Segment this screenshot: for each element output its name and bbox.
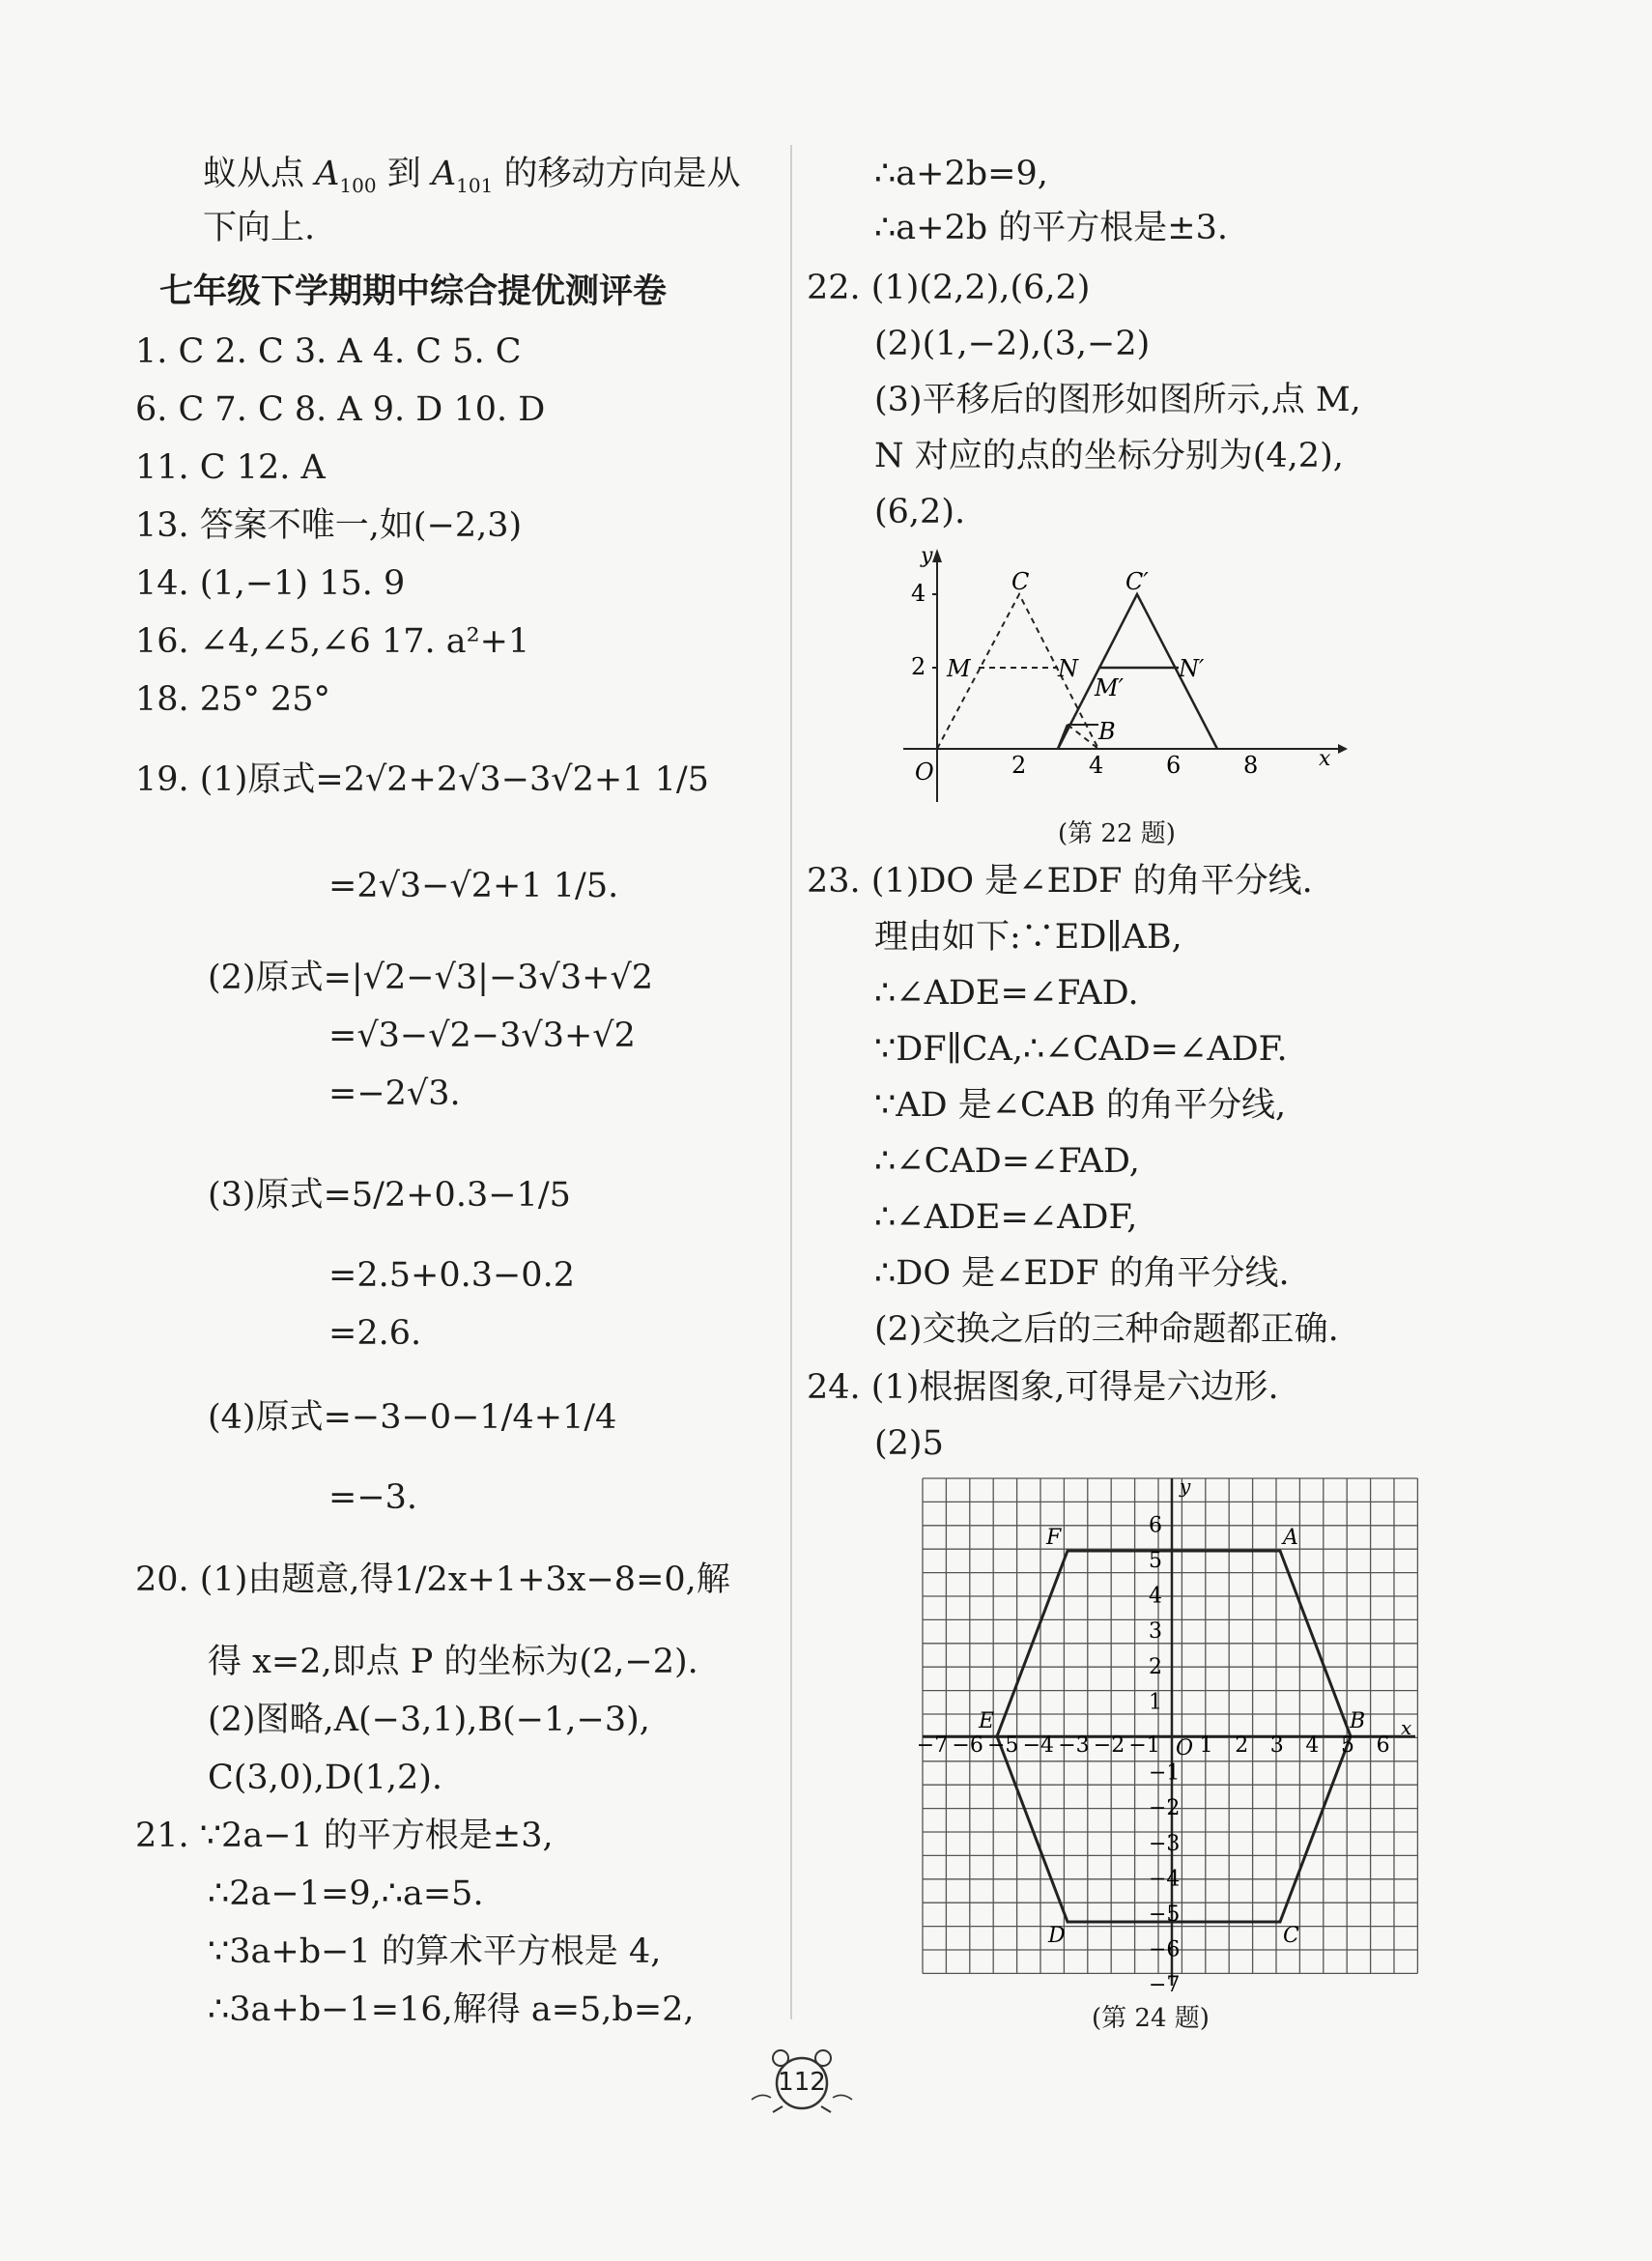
q23-line2: 理由如下:∵ED∥AB, [874,918,1182,957]
q21-line4: ∴3a+b−1=16,解得 a=5,b=2, [208,1990,695,2029]
q21-line5: ∴a+2b=9, [874,155,1048,193]
q19-part2-step: =√3−√2−3√3+√2 [328,1016,636,1055]
q23-line6: ∴∠CAD=∠FAD, [874,1142,1140,1181]
figure-22 [894,541,1348,812]
q22-part3: (3)平移后的图形如图所示,点 M, [874,381,1361,419]
y-tick-label: −6 [1149,1937,1181,1962]
y-tick-2: 2 [911,653,926,680]
origin-label: O [1176,1736,1194,1760]
left-line-continuation-2: 下向上. [203,209,316,247]
x-tick-label: 4 [1305,1733,1320,1758]
q20-part1-cont: 得 x=2,即点 P 的坐标为(2,−2). [208,1643,698,1681]
q20-part2: (2)图略,A(−3,1),B(−1,−3), [208,1701,650,1739]
x-tick-label: −2 [1093,1733,1125,1758]
x-tick-8: 8 [1243,752,1259,779]
q19-part1-result: =2√3−√2+1 1/5. [328,867,619,905]
q23-part2: (2)交换之后的三种命题都正确. [874,1310,1339,1349]
page-number-badge [744,2046,860,2114]
label-M: M [947,655,971,682]
y-tick-label: 6 [1149,1513,1162,1538]
x-tick-label: 5 [1341,1733,1354,1758]
q19-part3-step: =2.5+0.3−0.2 [328,1256,575,1295]
figure-24 [913,1474,1420,1995]
x-axis-label: x [1401,1716,1412,1739]
answer-line-3: 11. C 12. A [135,448,326,487]
y-tick-label: 1 [1149,1690,1162,1715]
answer-18: 18. 25° 25° [135,680,330,719]
answer-14-15: 14. (1,−1) 15. 9 [135,564,406,603]
y-tick-label: −5 [1149,1903,1181,1927]
q22-part2: (2)(1,−2),(3,−2) [874,325,1151,363]
label-N: N [1058,655,1078,682]
y-tick-label: 2 [1149,1654,1162,1679]
label-Cp: C′ [1125,568,1149,595]
y-tick-label: −7 [1149,1973,1181,1995]
q23-line7: ∴∠ADE=∠ADF, [874,1198,1138,1237]
q19-part2: (2)原式=|√2−√3|−3√3+√2 [208,959,654,997]
q23-line5: ∵AD 是∠CAB 的角平分线, [874,1086,1287,1125]
q19-part2-result: =−2√3. [328,1074,461,1113]
vertex-F: F [1046,1526,1062,1550]
y-axis-arrow [932,549,942,562]
label-B: B [1098,718,1116,745]
y-tick-label: 5 [1149,1549,1162,1573]
q19-part4: (4)原式=−3−0−1/4+1/4 [208,1398,617,1437]
q20-part2-cont: C(3,0),D(1,2). [208,1759,443,1797]
q20-part1: 20. (1)由题意,得1/2x+1+3x−8=0,解 [135,1560,730,1599]
answer-line-1: 1. C 2. C 3. A 4. C 5. C [135,332,522,371]
x-tick-label: 6 [1376,1733,1390,1758]
y-tick-label: 3 [1149,1619,1162,1645]
x-tick-label: −3 [1058,1733,1090,1758]
y-axis-label: y [921,544,933,568]
y-axis-label: y [1180,1474,1191,1498]
caption-figure-24: (第 24 题) [1092,2004,1210,2033]
q19-part3: (3)原式=5/2+0.3−1/5 [208,1176,571,1215]
x-tick-label: −6 [952,1733,983,1758]
q19-part1: 19. (1)原式=2√2+2√3−3√2+1 1/5 [135,760,709,799]
page-number: 112 [778,2068,826,2097]
q23-line8: ∴DO 是∠EDF 的角平分线. [874,1254,1290,1293]
x-tick-label: 3 [1269,1733,1284,1758]
q23-line3: ∴∠ADE=∠FAD. [874,974,1139,1013]
label-C: C [1011,568,1030,595]
y-tick-label: −1 [1149,1760,1181,1786]
q21-line1: 21. ∵2a−1 的平方根是±3, [135,1817,554,1855]
x-axis-arrow [1338,744,1348,754]
label-Mp: M′ [1095,674,1125,701]
y-tick-label: −2 [1149,1796,1181,1821]
vertex-C: C [1283,1924,1299,1948]
tick-labels [917,1513,1390,1995]
x-tick-label: 2 [1235,1733,1249,1758]
q22-part1: 22. (1)(2,2),(6,2) [807,269,1091,307]
vertex-B: B [1350,1709,1366,1733]
x-tick-2: 2 [1011,752,1027,779]
grid [923,1478,1417,1973]
q24-part1: 24. (1)根据图象,可得是六边形. [807,1368,1279,1407]
column-divider [790,145,792,2019]
q23-part1: 23. (1)DO 是∠EDF 的角平分线. [807,862,1313,901]
section-title: 七年级下学期期中综合提优测评卷 [159,272,668,311]
caption-figure-22: (第 22 题) [1058,819,1176,848]
q22-part3-cont: N 对应的点的坐标分别为(4,2), [874,437,1344,475]
answer-16-17: 16. ∠4,∠5,∠6 17. a²+1 [135,622,530,661]
y-tick-label: −3 [1149,1831,1181,1856]
q22-part3-result: (6,2). [874,493,966,531]
y-tick-4: 4 [911,580,926,607]
vertex-E: E [979,1709,995,1733]
answer-13: 13. 答案不唯一,如(−2,3) [135,506,523,545]
q21-line2: ∴2a−1=9,∴a=5. [208,1875,484,1913]
x-tick-label: −5 [987,1733,1019,1758]
x-axis-label: x [1319,747,1331,771]
x-tick-6: 6 [1166,752,1182,779]
q19-part4-result: =−3. [328,1478,418,1517]
x-tick-4: 4 [1089,752,1104,779]
q23-line4: ∵DF∥CA,∴∠CAD=∠ADF. [874,1030,1288,1069]
q24-part2: (2)5 [874,1424,944,1463]
y-tick-label: 4 [1149,1584,1162,1609]
vertex-D: D [1048,1924,1066,1948]
q21-line3: ∵3a+b−1 的算术平方根是 4, [208,1932,662,1971]
x-tick-label: −1 [1128,1733,1160,1758]
left-line-continuation-1: 蚁从点 $A_{100}$ 到 $A_{101}$ 的移动方向是从 [203,155,741,197]
x-tick-label: −4 [1022,1733,1055,1758]
x-tick-label: −7 [916,1733,949,1758]
origin-label: O [915,758,934,786]
y-tick-label: −4 [1149,1867,1181,1892]
q21-line6: ∴a+2b 的平方根是±3. [874,209,1228,247]
label-Np: N′ [1179,655,1205,682]
q19-part3-result: =2.6. [328,1314,422,1353]
vertex-A: A [1283,1526,1298,1550]
x-tick-label: 1 [1199,1733,1213,1758]
answer-line-2: 6. C 7. C 8. A 9. D 10. D [135,390,546,429]
